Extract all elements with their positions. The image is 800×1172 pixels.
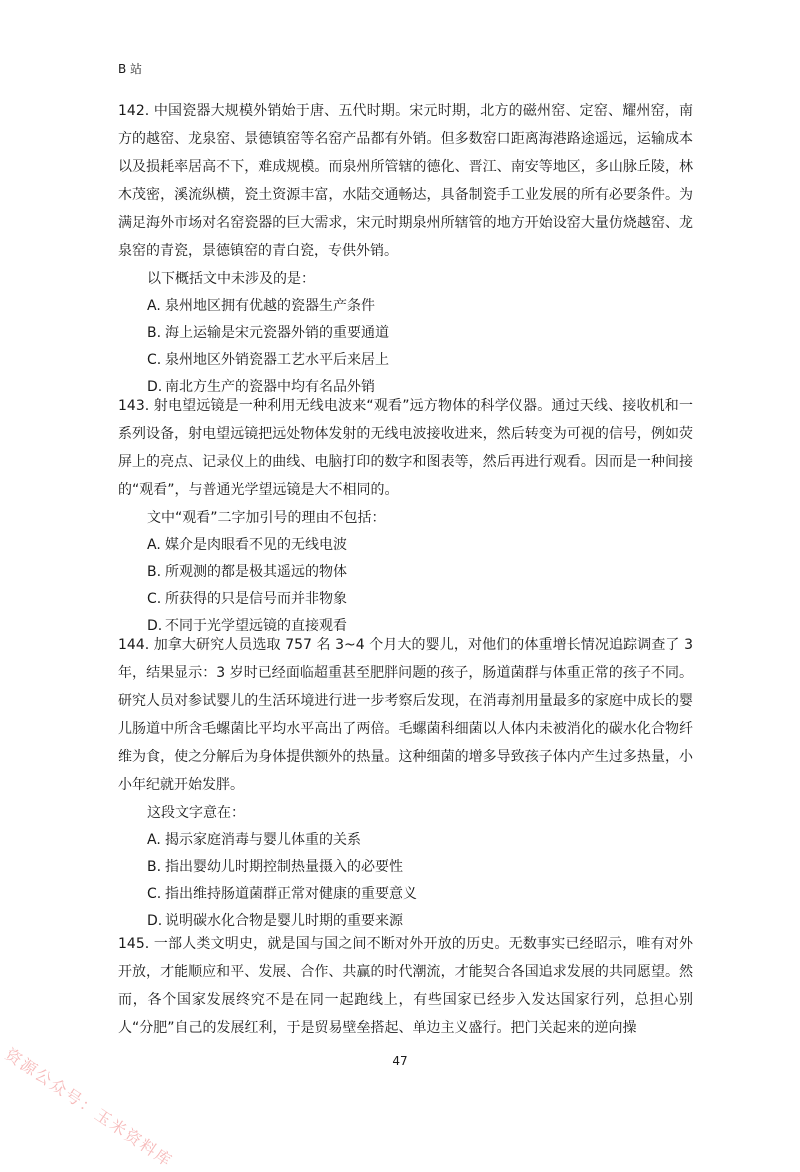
option-letter: C.: [147, 886, 162, 902]
option-text: 指出婴幼儿时期控制热量摄入的必要性: [165, 859, 403, 875]
option-text: 揭示家庭消毒与婴儿体重的关系: [165, 832, 361, 848]
option-letter: A.: [147, 537, 161, 553]
option-letter: C.: [147, 352, 162, 368]
option-text: 所获得的只是信号而并非物象: [165, 591, 347, 607]
question-prompt: 文中“观看”二字加引号的理由不包括：: [147, 510, 386, 526]
option-text: 不同于光学望远镜的直接观看: [165, 618, 347, 634]
question-stem: 145. 一部人类文明史，就是国与国之间不断对外开放的历史。无数事实已经昭示，唯有对外开放，才能顺应和平、发展、合作、共赢的时代潮流，才能契合各国追求发展的共同愿望。然而，各个国家发展终究不是在同一起跑线上，有些国家已经步入发达国家行列，总担心别人“分肥”自己的发展红利，于是贸易壁垒搭起、单边主义盛行。把门关起来的逆向操: [118, 936, 693, 1036]
option-c: [147, 881, 693, 908]
option-text: 海上运输是宋元瓷器外销的重要通道: [165, 325, 389, 341]
option-a: [147, 532, 693, 559]
option-b: [147, 854, 693, 881]
option-text: 指出维持肠道菌群正常对健康的重要意义: [165, 886, 417, 902]
option-letter: B.: [147, 564, 162, 580]
option-c: [147, 586, 693, 613]
option-list: [118, 293, 693, 401]
question-stem: 142. 中国瓷器大规模外销始于唐、五代时期。宋元时期，北方的磁州窑、定窑、耀州窑，南方的越窑、龙泉窑、景德镇窑等名窑产品都有外销。但多数窑口距离海港路途遥远，运输成本以及损耗率居高不下，难成规模。而泉州所管辖的德化、晋江、南安等地区，多山脉丘陵，林木茂密，溪流纵横，瓷土资源丰富，水陆交通畅达，具备制瓷手工业发展的所有必要条件。为满足海外市场对名窑瓷器的巨大需求，宋元时期泉州所辖管的地方开始设窑大量仿烧越窑、龙泉窑的青瓷，景德镇窑的青白瓷，专供外销。: [118, 103, 693, 259]
question-prompt: 以下概括文中未涉及的是：: [147, 271, 315, 287]
option-b: [147, 559, 693, 586]
option-letter: A.: [147, 832, 161, 848]
option-text: 南北方生产的瓷器中均有名品外销: [165, 379, 375, 395]
question-prompt: 这段文字意在：: [147, 805, 245, 821]
question-144: [118, 631, 693, 935]
option-b: [147, 320, 693, 347]
question-stem: 143. 射电望远镜是一种利用无线电波来“观看”远方物体的科学仪器。通过天线、接收机和一系列设备，射电望远镜把远处物体发射的无线电波接收进来，然后转变为可视的信号，例如荧屏上的亮点、记录仪上的曲线、电脑打印的数字和图表等，然后再进行观看。因而是一种间接的“观看”，与普通光学望远镜是大不相同的。: [118, 398, 693, 498]
option-a: [147, 293, 693, 320]
option-letter: B.: [147, 859, 162, 875]
option-a: [147, 827, 693, 854]
option-letter: D.: [147, 618, 163, 634]
option-list: [118, 827, 693, 935]
option-text: 媒介是肉眼看不见的无线电波: [165, 537, 347, 553]
watermark: 资源公众号：玉米资料库: [1, 1044, 177, 1171]
option-letter: D.: [147, 913, 163, 929]
question-145: [118, 930, 693, 1042]
page-header: B 站: [118, 62, 143, 76]
option-list: [118, 532, 693, 640]
option-text: 泉州地区拥有优越的瓷器生产条件: [165, 298, 375, 314]
question-stem: 144. 加拿大研究人员选取 757 名 3~4 个月大的婴儿，对他们的体重增长情况追踪调查了 3 年，结果显示：3 岁时已经面临超重甚至肥胖问题的孩子，肠道菌群与体重正常的孩子不同。研究人员对参试婴儿的生活环境进行进一步考察后发现，在消毒剂用量最多的家庭中成长的婴儿肠道中所含毛螺菌比平均水平高出了两倍。毛螺菌科细菌以人体内未被消化的碳水化合物纤维为食，使之分解后为身体提供额外的热量。这种细菌的增多导致孩子体内产生过多热量，小小年纪就开始发胖。: [118, 637, 693, 793]
option-text: 泉州地区外销瓷器工艺水平后来居上: [165, 352, 389, 368]
option-text: 所观测的都是极其遥远的物体: [165, 564, 347, 580]
option-letter: D.: [147, 379, 163, 395]
page-number: 47: [392, 1054, 408, 1068]
option-c: [147, 347, 693, 374]
option-letter: C.: [147, 591, 162, 607]
option-letter: A.: [147, 298, 161, 314]
option-letter: B.: [147, 325, 162, 341]
option-text: 说明碳水化合物是婴儿时期的重要来源: [165, 913, 403, 929]
question-142: [118, 97, 693, 401]
question-143: [118, 392, 693, 640]
